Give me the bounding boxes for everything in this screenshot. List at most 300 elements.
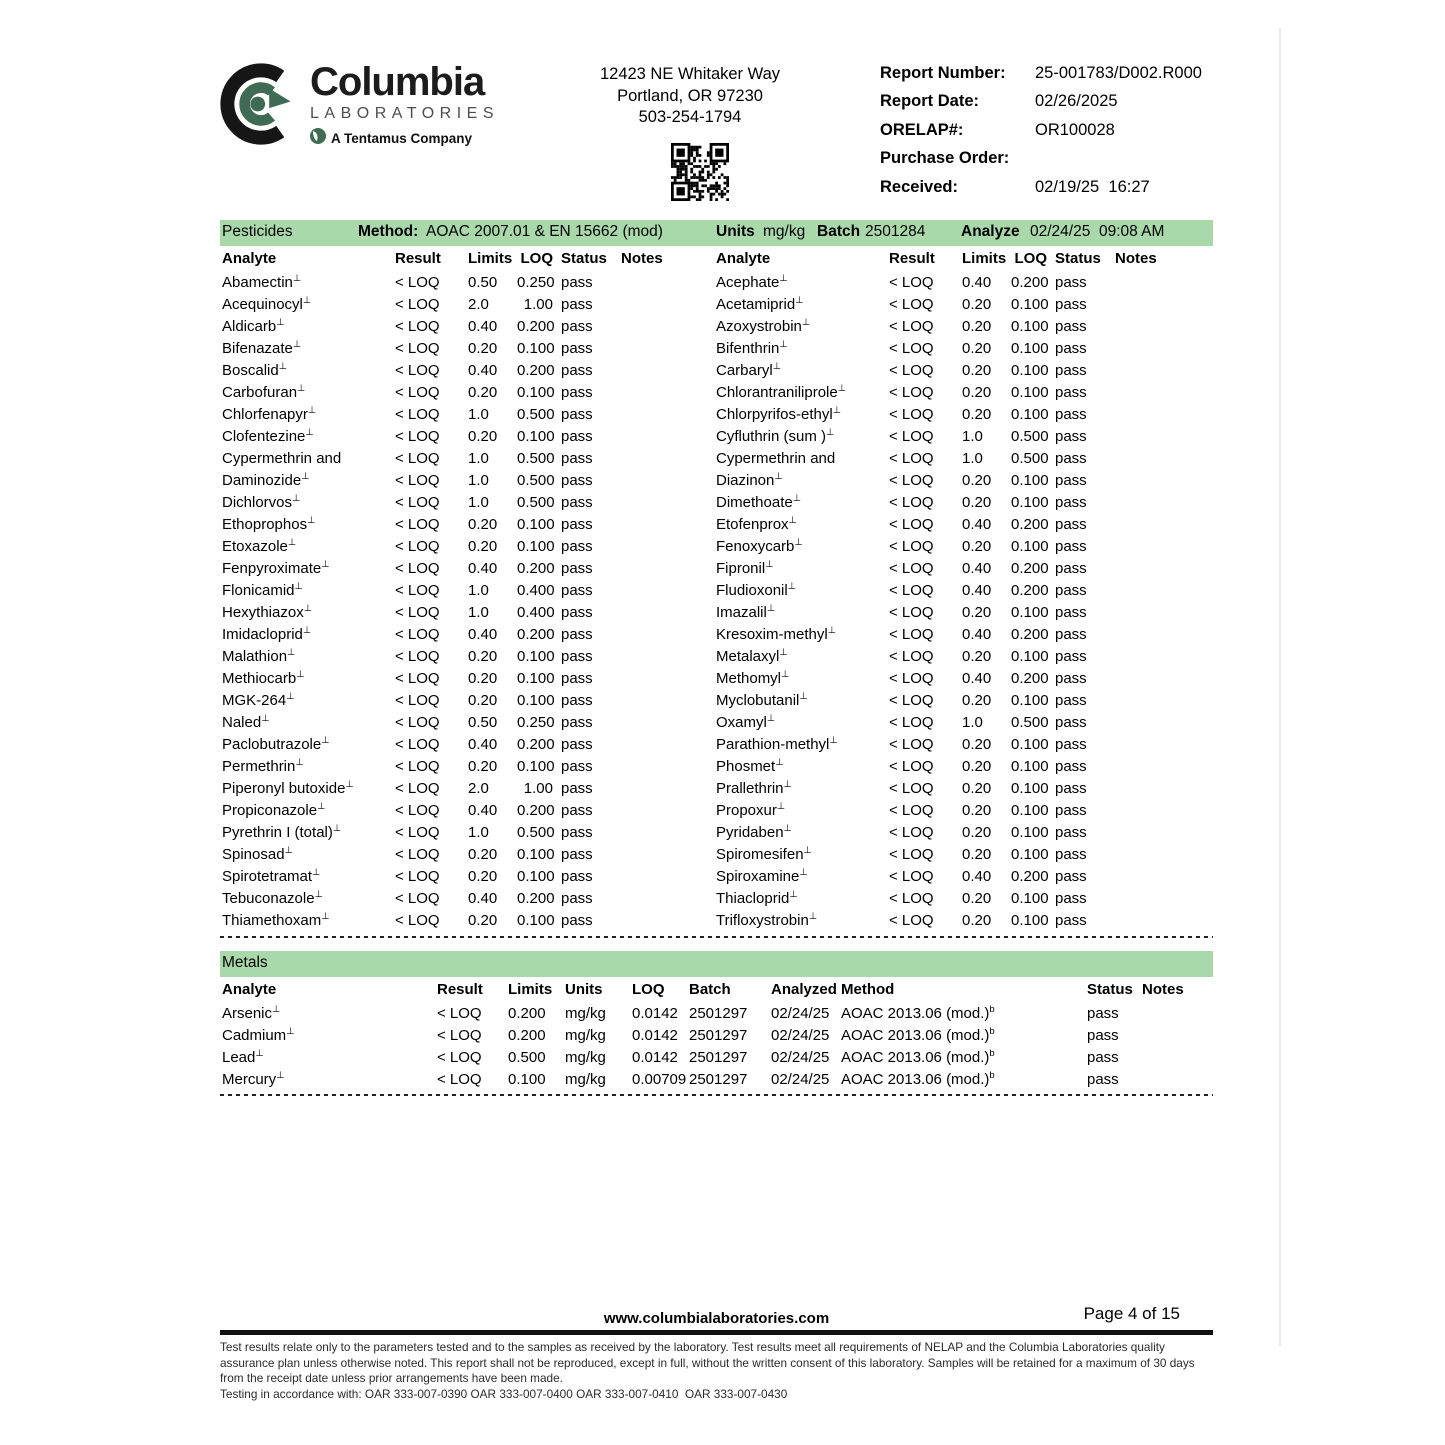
notes-value: [621, 866, 714, 888]
batch-value: 2501297: [689, 1071, 748, 1088]
report-meta-row: [880, 92, 1220, 120]
notes-value: [621, 426, 714, 448]
result-value: < LOQ: [889, 868, 934, 885]
result-value: < LOQ: [395, 846, 440, 863]
analyte-name: Phosmet⊥: [716, 757, 784, 775]
limits-value: 0.200: [508, 1027, 546, 1044]
notes-value: [1142, 1025, 1213, 1047]
limits-value: 0.20: [468, 670, 498, 687]
loq-value: 0.200: [1011, 560, 1049, 577]
analyte-name: Pyrethrin I (total)⊥: [222, 823, 342, 841]
col-notes: Notes: [1142, 981, 1184, 998]
analyte-name: Malathion⊥: [222, 647, 296, 665]
notes-value: [1115, 426, 1208, 448]
loq-value: 0.100: [517, 428, 555, 445]
loq-value: 0.0142: [632, 1005, 678, 1022]
address-line1: 12423 NE Whitaker Way: [599, 65, 781, 83]
loq-value: 0.200: [517, 626, 555, 643]
status-value: pass: [561, 296, 593, 313]
table-row: [220, 690, 714, 712]
pesticides-left-column: [220, 272, 714, 932]
brand-subtitle: LABORATORIES: [310, 105, 499, 122]
analyte-name: Paclobutrazole⊥: [222, 735, 330, 753]
result-value: < LOQ: [395, 670, 440, 687]
result-value: < LOQ: [889, 296, 934, 313]
analyte-name: Thiacloprid⊥: [716, 889, 798, 907]
result-value: < LOQ: [889, 758, 934, 775]
result-value: < LOQ: [889, 890, 934, 907]
status-value: pass: [1055, 692, 1087, 709]
notes-value: [1115, 844, 1208, 866]
loq-value: 0.100: [517, 692, 555, 709]
result-value: < LOQ: [437, 1049, 482, 1066]
limits-value: 0.40: [962, 274, 992, 291]
table-row: [714, 646, 1208, 668]
report-meta-row: [880, 178, 1220, 206]
notes-value: [621, 910, 714, 932]
result-value: < LOQ: [395, 406, 440, 423]
limits-value: 0.20: [962, 912, 992, 929]
table-row: [220, 426, 714, 448]
status-value: pass: [1055, 538, 1087, 555]
status-value: pass: [1055, 802, 1087, 819]
status-value: pass: [561, 384, 593, 401]
loq-value: 0.200: [517, 362, 555, 379]
loq-value: 0.500: [1011, 714, 1049, 731]
limits-value: 0.20: [962, 406, 992, 423]
result-value: < LOQ: [395, 274, 440, 291]
notes-value: [621, 888, 714, 910]
table-row: [220, 910, 714, 932]
result-value: < LOQ: [889, 472, 934, 489]
notes-value: [621, 602, 714, 624]
table-row: [714, 668, 1208, 690]
analyte-name: Acephate⊥: [716, 273, 788, 291]
result-value: < LOQ: [395, 626, 440, 643]
status-value: pass: [1055, 780, 1087, 797]
table-row: [220, 646, 714, 668]
notes-value: [1115, 404, 1208, 426]
limits-value: 0.20: [962, 802, 992, 819]
status-value: pass: [1055, 340, 1087, 357]
loq-value: 0.250: [517, 714, 555, 731]
analyte-name: Thiamethoxam⊥: [222, 911, 330, 929]
limits-value: 1.0: [468, 472, 489, 489]
result-value: < LOQ: [395, 340, 440, 357]
notes-value: [1115, 470, 1208, 492]
notes-value: [621, 338, 714, 360]
loq-value: 0.200: [517, 802, 555, 819]
table-row: [220, 580, 714, 602]
status-value: pass: [561, 736, 593, 753]
result-value: < LOQ: [889, 626, 934, 643]
result-value: < LOQ: [889, 802, 934, 819]
table-row: [220, 1025, 1213, 1047]
loq-value: 0.100: [1011, 692, 1049, 709]
brand-tagline: A Tentamus Company: [331, 131, 473, 146]
result-value: < LOQ: [889, 846, 934, 863]
result-value: < LOQ: [395, 538, 440, 555]
analyte-name: Trifloxystrobin⊥: [716, 911, 818, 929]
limits-value: 0.20: [962, 758, 992, 775]
limits-value: 0.20: [962, 692, 992, 709]
status-value: pass: [561, 318, 593, 335]
table-row: [220, 448, 714, 470]
limits-value: 0.40: [962, 670, 992, 687]
analyte-name: Dimethoate⊥: [716, 493, 801, 511]
result-value: < LOQ: [889, 736, 934, 753]
loq-value: 0.100: [1011, 604, 1049, 621]
status-value: pass: [1055, 494, 1087, 511]
col-loq: LOQ: [632, 981, 665, 998]
table-row: [714, 272, 1208, 294]
table-row: [714, 734, 1208, 756]
notes-value: [1115, 360, 1208, 382]
col-notes: Notes: [621, 250, 663, 267]
col-analyzed: Analyzed: [771, 981, 837, 998]
analyte-name: Methomyl⊥: [716, 669, 790, 687]
limits-value: 1.0: [468, 824, 489, 841]
table-row: [714, 800, 1208, 822]
status-value: pass: [561, 670, 593, 687]
limits-value: 0.20: [962, 648, 992, 665]
table-row: [220, 1047, 1213, 1069]
loq-value: 0.100: [1011, 824, 1049, 841]
notes-value: [621, 712, 714, 734]
result-value: < LOQ: [889, 648, 934, 665]
analyte-name: Carbaryl⊥: [716, 361, 781, 379]
loq-value: 0.100: [517, 670, 555, 687]
table-row: [714, 448, 1208, 470]
analyte-name: Chlorantraniliprole⊥: [716, 383, 847, 401]
analyte-name: Carbofuran⊥: [222, 383, 306, 401]
result-value: < LOQ: [889, 428, 934, 445]
result-value: < LOQ: [889, 670, 934, 687]
notes-value: [1142, 1069, 1213, 1091]
analyte-name: Metalaxyl⊥: [716, 647, 788, 665]
analyte-name: Azoxystrobin⊥: [716, 317, 811, 335]
notes-value: [621, 316, 714, 338]
status-value: pass: [561, 274, 593, 291]
notes-value: [1115, 668, 1208, 690]
limits-value: 0.40: [962, 560, 992, 577]
limits-value: 1.0: [468, 582, 489, 599]
notes-value: [1115, 866, 1208, 888]
analyte-name: Flonicamid⊥: [222, 581, 303, 599]
limits-value: 0.50: [468, 714, 498, 731]
footer-disclaimer: [220, 1340, 1213, 1402]
analyte-name: Cypermethrin and: [716, 450, 836, 467]
notes-value: [1115, 734, 1208, 756]
method-label: Method:: [358, 223, 419, 240]
status-value: pass: [561, 780, 593, 797]
status-value: pass: [561, 824, 593, 841]
notes-value: [621, 514, 714, 536]
status-value: pass: [1055, 274, 1087, 291]
units-value: mg/kg: [763, 223, 806, 240]
analyte-name: Propiconazole⊥: [222, 801, 326, 819]
limits-value: 0.20: [468, 692, 498, 709]
analyzed-value: 02/24/25: [771, 1049, 830, 1066]
loq-value: 0.200: [1011, 626, 1049, 643]
meta-label: Report Date:: [880, 92, 980, 111]
loq-value: 0.100: [1011, 890, 1049, 907]
loq-value: 0.100: [1011, 846, 1049, 863]
result-value: < LOQ: [395, 912, 440, 929]
status-value: pass: [1055, 582, 1087, 599]
table-row: [220, 360, 714, 382]
limits-value: 2.0: [468, 296, 489, 313]
result-value: < LOQ: [395, 450, 440, 467]
website-url: www.columbialaboratories.com: [603, 1310, 830, 1327]
result-value: < LOQ: [889, 824, 934, 841]
result-value: < LOQ: [889, 384, 934, 401]
table-row: [714, 404, 1208, 426]
analyte-name: Aldicarb⊥: [222, 317, 285, 335]
analyte-name: Chlorfenapyr⊥: [222, 405, 317, 423]
analyze-label: Analyze: [961, 223, 1020, 240]
loq-value: 0.500: [517, 406, 555, 423]
notes-value: [1115, 536, 1208, 558]
status-value: pass: [1087, 1005, 1119, 1022]
loq-value: 0.200: [517, 318, 555, 335]
status-value: pass: [561, 846, 593, 863]
status-value: pass: [1055, 406, 1087, 423]
status-value: pass: [1055, 560, 1087, 577]
analyte-name: Imidacloprid⊥: [222, 625, 312, 643]
result-value: < LOQ: [395, 648, 440, 665]
analyte-name: Acetamiprid⊥: [716, 295, 804, 313]
limits-value: 0.40: [468, 626, 498, 643]
meta-value: 25-001783/D002.R000: [1035, 64, 1202, 82]
col-batch: Batch: [689, 981, 731, 998]
table-row: [220, 624, 714, 646]
notes-value: [621, 558, 714, 580]
notes-value: [1115, 492, 1208, 514]
notes-value: [621, 778, 714, 800]
analyzed-value: 02/24/25: [771, 1071, 830, 1088]
status-value: pass: [561, 538, 593, 555]
status-value: pass: [1055, 648, 1087, 665]
loq-value: 0.100: [1011, 362, 1049, 379]
notes-value: [1115, 580, 1208, 602]
status-value: pass: [561, 582, 593, 599]
report-meta: [880, 64, 1220, 206]
col-analyte: Analyte: [222, 250, 277, 267]
notes-value: [621, 624, 714, 646]
status-value: pass: [1055, 450, 1087, 467]
table-row: [714, 558, 1208, 580]
table-row: [220, 734, 714, 756]
analyte-name: Etofenprox⊥: [716, 515, 797, 533]
loq-value: 0.100: [1011, 912, 1049, 929]
status-value: pass: [1055, 890, 1087, 907]
limits-value: 0.20: [468, 846, 498, 863]
method-value: AOAC 2013.06 $(mod.)^b$: [841, 1004, 995, 1022]
table-row: [220, 822, 714, 844]
limits-value: 0.200: [508, 1005, 546, 1022]
table-row: [220, 1069, 1213, 1091]
notes-value: [621, 756, 714, 778]
table-row: [220, 558, 714, 580]
loq-value: 0.100: [517, 846, 555, 863]
table-row: [220, 800, 714, 822]
analyte-name: Parathion-methyl⊥: [716, 735, 838, 753]
pesticides-section-title: Pesticides: [222, 223, 293, 240]
table-row: [714, 888, 1208, 910]
loq-value: 0.200: [1011, 670, 1049, 687]
limits-value: 0.20: [962, 340, 992, 357]
loq-value: 0.400: [517, 604, 555, 621]
tentamus-icon: [310, 128, 326, 149]
table-row: [220, 602, 714, 624]
table-row: [220, 316, 714, 338]
notes-value: [1115, 602, 1208, 624]
analyte-name: Cadmium⊥: [222, 1026, 295, 1044]
footer-rule: [220, 1330, 1213, 1335]
loq-value: 0.200: [517, 736, 555, 753]
loq-value: 0.250: [517, 274, 555, 291]
limits-value: 0.20: [962, 890, 992, 907]
status-value: pass: [561, 890, 593, 907]
status-value: pass: [561, 692, 593, 709]
limits-value: 0.40: [962, 868, 992, 885]
analyte-name: Arsenic⊥: [222, 1004, 281, 1022]
limits-value: 0.20: [468, 868, 498, 885]
status-value: pass: [561, 758, 593, 775]
loq-value: 0.100: [517, 516, 555, 533]
loq-value: 1.00: [523, 296, 553, 313]
limits-value: 0.20: [962, 538, 992, 555]
status-value: pass: [561, 626, 593, 643]
loq-value: 0.200: [1011, 274, 1049, 291]
notes-value: [1115, 338, 1208, 360]
batch-value: 2501297: [689, 1049, 748, 1066]
analyte-name: Spirotetramat⊥: [222, 867, 321, 885]
limits-value: 0.50: [468, 274, 498, 291]
limits-value: 1.0: [962, 450, 983, 467]
notes-value: [1115, 756, 1208, 778]
col-result: Result: [395, 250, 441, 267]
status-value: pass: [1055, 296, 1087, 313]
table-row: [220, 668, 714, 690]
status-value: pass: [561, 714, 593, 731]
limits-value: 0.20: [468, 758, 498, 775]
company-logo: [220, 60, 520, 160]
analyte-name: Kresoxim-methyl⊥: [716, 625, 836, 643]
limits-value: 1.0: [468, 450, 489, 467]
table-row: [220, 888, 714, 910]
status-value: pass: [1055, 846, 1087, 863]
table-row: [714, 426, 1208, 448]
notes-value: [1115, 316, 1208, 338]
table-row: [220, 338, 714, 360]
analyte-name: Cyfluthrin (sum )⊥: [716, 427, 835, 445]
result-value: < LOQ: [395, 494, 440, 511]
result-value: < LOQ: [889, 274, 934, 291]
analyte-name: Etoxazole⊥: [222, 537, 297, 555]
loq-value: 0.500: [517, 824, 555, 841]
result-value: < LOQ: [395, 472, 440, 489]
status-value: pass: [1055, 868, 1087, 885]
notes-value: [1142, 1047, 1213, 1069]
loq-value: 0.100: [517, 912, 555, 929]
analyte-name: Abamectin⊥: [222, 273, 302, 291]
result-value: < LOQ: [395, 384, 440, 401]
result-value: < LOQ: [889, 340, 934, 357]
limits-value: 0.20: [962, 384, 992, 401]
result-value: < LOQ: [437, 1005, 482, 1022]
analyte-name: Methiocarb⊥: [222, 669, 305, 687]
analyte-name: Propoxur⊥: [716, 801, 786, 819]
loq-value: 0.100: [1011, 406, 1049, 423]
meta-value: OR100028: [1035, 120, 1115, 139]
loq-value: 0.100: [1011, 802, 1049, 819]
analyte-name: Daminozide⊥: [222, 471, 310, 489]
status-value: pass: [1055, 318, 1087, 335]
notes-value: [621, 800, 714, 822]
analyte-name: Bifenthrin⊥: [716, 339, 788, 357]
table-row: [714, 866, 1208, 888]
analyte-name: Cypermethrin and: [222, 450, 342, 467]
table-row: [714, 316, 1208, 338]
loq-value: 0.200: [517, 890, 555, 907]
result-value: < LOQ: [395, 582, 440, 599]
method-value: AOAC 2007.01 & EN 15662 (mod): [426, 223, 663, 240]
result-value: < LOQ: [889, 560, 934, 577]
table-row: [220, 514, 714, 536]
limits-value: 1.0: [468, 604, 489, 621]
status-value: pass: [561, 406, 593, 423]
result-value: < LOQ: [395, 758, 440, 775]
limits-value: 0.20: [468, 648, 498, 665]
status-value: pass: [1055, 604, 1087, 621]
result-value: < LOQ: [395, 560, 440, 577]
meta-label: Received:: [880, 177, 958, 196]
analyte-name: Piperonyl butoxide⊥: [222, 779, 354, 797]
status-value: pass: [1055, 516, 1087, 533]
metals-table: [220, 1003, 1213, 1091]
disclaimer-text: Test results relate only to the parameters tested and to the samples as received by the laboratory. Test results meet all requirements of NELAP and the Columbia Laboratories quality assurance plan unless otherwise noted. This report shall not be reproduced, except in full, without the written consent of this laboratory. Samples will be retained for a maximum of 30 days from the receipt date unless prior arrangements have been made.: [220, 1340, 1195, 1386]
analyte-name: Fenoxycarb⊥: [716, 537, 803, 555]
analyte-name: Spiromesifen⊥: [716, 845, 812, 863]
result-value: < LOQ: [395, 736, 440, 753]
units-value: mg/kg: [565, 1071, 606, 1088]
col-analyte: Analyte: [716, 250, 771, 267]
result-value: < LOQ: [395, 802, 440, 819]
loq-value: 0.100: [517, 340, 555, 357]
limits-value: 0.40: [962, 626, 992, 643]
address-line3: 503-254-1794: [638, 108, 742, 126]
loq-value: 0.100: [517, 868, 555, 885]
limits-value: 0.20: [962, 780, 992, 797]
address-line2: Portland, OR 97230: [617, 86, 763, 105]
result-value: < LOQ: [395, 604, 440, 621]
status-value: pass: [561, 604, 593, 621]
result-value: < LOQ: [395, 714, 440, 731]
page-number: Page 4 of 15: [1083, 1304, 1180, 1323]
status-value: pass: [1087, 1049, 1119, 1066]
result-value: < LOQ: [395, 824, 440, 841]
analyte-name: Ethoprophos⊥: [222, 515, 316, 533]
report-meta-row: [880, 149, 1220, 177]
notes-value: [621, 580, 714, 602]
method-value: AOAC 2013.06 $(mod.)^b$: [841, 1026, 995, 1044]
loq-value: 0.200: [1011, 582, 1049, 599]
limits-value: 2.0: [468, 780, 489, 797]
result-value: < LOQ: [395, 318, 440, 335]
notes-value: [621, 646, 714, 668]
